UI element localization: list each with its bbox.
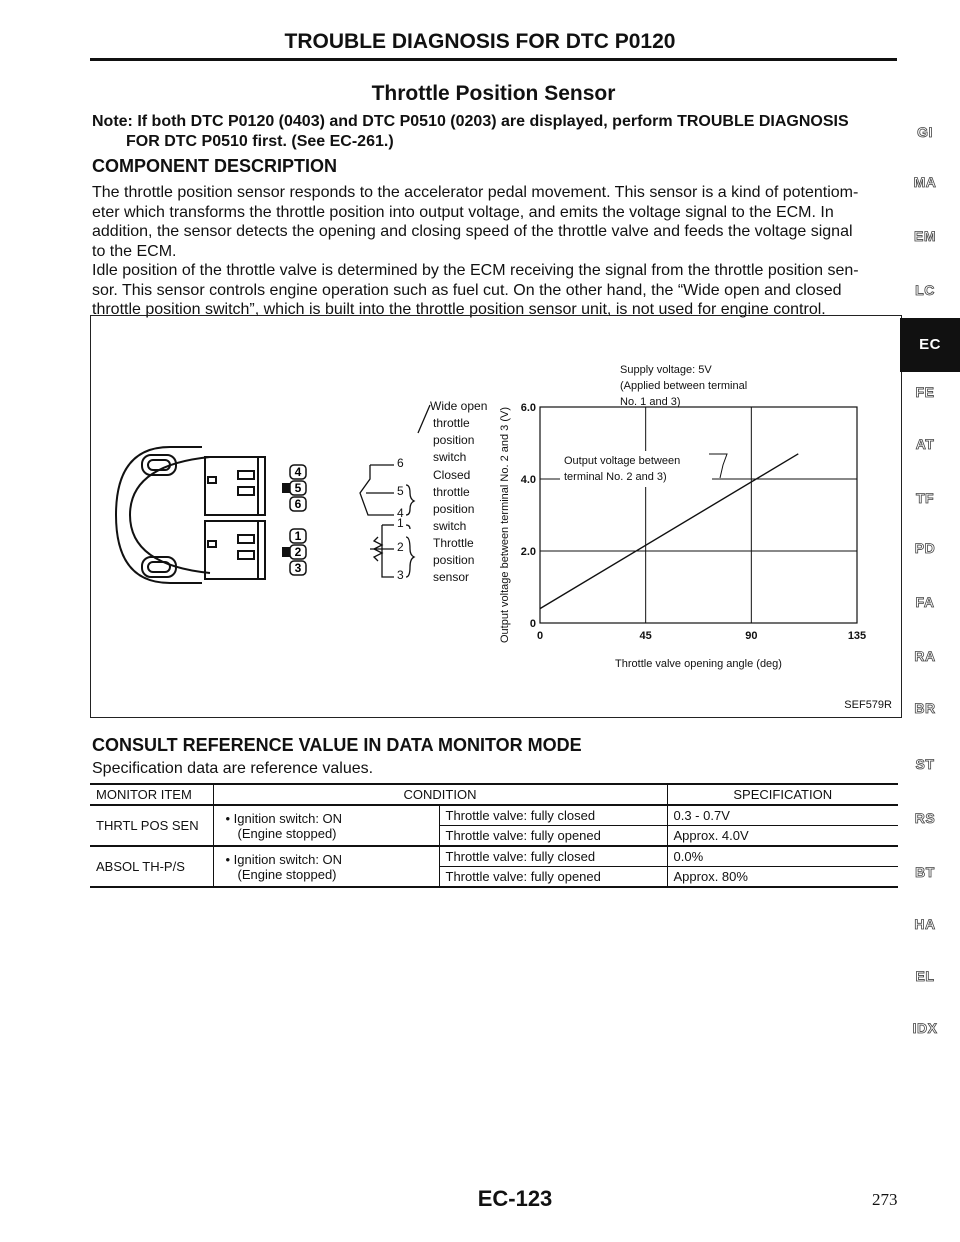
connector-pins — [282, 465, 306, 575]
closed-label: throttle — [433, 485, 470, 499]
condition-line: Ignition switch: ON — [233, 851, 343, 867]
side-tab-fa[interactable]: FA — [915, 594, 935, 610]
monitor-item: ABSOL TH-P/S — [90, 846, 213, 887]
specification: 0.3 - 0.7V — [667, 805, 898, 826]
sensor-label: sensor — [433, 570, 470, 584]
side-tab-idx[interactable]: IDX — [912, 1020, 938, 1036]
x-tick-label: 135 — [847, 630, 867, 642]
figure-svg — [90, 315, 902, 718]
condition-cell: • Ignition switch: ON (Engine stopped) — [213, 805, 439, 846]
consult-heading: CONSULT REFERENCE VALUE IN DATA MONITOR MODE — [92, 735, 582, 755]
note-line-1: Note: If both DTC P0120 (0403) and DTC P0510 (0203) are displayed, perform TROUBLE DIAGNOSIS — [92, 113, 849, 130]
component-description — [92, 183, 907, 320]
x-tick-label: 45 — [639, 630, 652, 642]
side-tab-fe[interactable]: FE — [915, 384, 935, 400]
closed-label: position — [433, 502, 475, 516]
column-header: MONITOR ITEM — [90, 784, 213, 805]
wide-open-label: Wide open — [430, 399, 488, 413]
side-tab-el[interactable]: EL — [915, 968, 935, 984]
series-note-line: terminal No. 2 and 3) — [564, 471, 667, 483]
pin-label: 1 — [294, 529, 302, 543]
side-tab-em[interactable]: EM — [914, 228, 936, 244]
desc-line: eter which transforms the throttle position into output voltage, and emits the voltage signal to the ECM. In — [92, 203, 834, 221]
side-tab-bt[interactable]: BT — [915, 864, 935, 880]
specification: Approx. 4.0V — [667, 826, 898, 847]
table-row — [90, 846, 898, 867]
circuit-pin-6: 6 — [397, 456, 404, 470]
condition-cell: • Ignition switch: ON (Engine stopped) — [213, 846, 439, 887]
condition-line: (Engine stopped) — [237, 866, 337, 882]
wide-open-label: position — [433, 433, 475, 447]
side-tab-ec-active[interactable]: EC — [900, 318, 960, 372]
circuit-pin-5: 5 — [397, 484, 404, 498]
y-tick-label: 6.0 — [520, 402, 536, 414]
y-tick-label: 0 — [529, 618, 536, 630]
consult-subheading: Specification data are reference values. — [92, 760, 374, 777]
series-note — [560, 451, 727, 487]
x-tick-label: 0 — [536, 630, 544, 642]
condition-line: Ignition switch: ON — [233, 810, 343, 826]
table-header-row — [90, 784, 898, 805]
circuit-pin-4: 4 — [397, 506, 404, 520]
circuit-pin-1: 1 — [397, 516, 404, 530]
pin-label: 2 — [294, 545, 302, 559]
wide-open-label: switch — [433, 450, 467, 464]
column-header: CONDITION — [213, 784, 667, 805]
page-header-title: TROUBLE DIAGNOSIS FOR DTC P0120 — [284, 30, 676, 53]
specification: 0.0% — [667, 846, 898, 867]
page-number: 273 — [872, 1190, 898, 1209]
pin-label: 5 — [294, 481, 302, 495]
sub-condition: Throttle valve: fully opened — [439, 826, 667, 847]
desc-line: Idle position of the throttle valve is determined by the ECM receiving the signal from the throttle position sen- — [92, 262, 859, 279]
plot-area — [540, 407, 857, 623]
desc-line: to the ECM. — [92, 242, 177, 260]
figure-code: SEF579R — [844, 699, 892, 711]
sensor-label: position — [433, 553, 475, 567]
note-block — [92, 112, 912, 152]
side-tab-pd[interactable]: PD — [914, 540, 936, 556]
monitor-item: THRTL POS SEN — [90, 805, 213, 846]
side-tab-gi[interactable]: GI — [917, 124, 933, 140]
pin-label: 4 — [294, 465, 302, 479]
pin-label: 6 — [294, 497, 302, 511]
series-note-line: Output voltage between — [564, 455, 681, 467]
sub-condition: Throttle valve: fully opened — [439, 867, 667, 888]
page-subtitle: Throttle Position Sensor — [371, 82, 616, 105]
supply-note-line: No. 1 and 3) — [620, 396, 681, 408]
desc-line: throttle position switch”, which is built into the throttle position sensor unit, is not used for engine control. — [92, 301, 826, 318]
sub-condition: Throttle valve: fully closed — [439, 805, 667, 826]
y-tick-label: 4.0 — [520, 474, 536, 486]
desc-line: addition, the sensor detects the opening and closing speed of the throttle valve and feeds the voltage signal — [92, 223, 853, 240]
sub-condition: Throttle valve: fully closed — [439, 846, 667, 867]
side-tab-ra[interactable]: RA — [914, 648, 936, 664]
desc-line: sor. This sensor controls engine operation such as fuel cut. On the other hand, the “Wide open and closed — [92, 281, 842, 299]
side-tab-at[interactable]: AT — [915, 436, 935, 452]
page-code: EC-123 — [477, 1186, 553, 1211]
side-tab-rs[interactable]: RS — [914, 810, 936, 826]
supply-note-line: (Applied between terminal — [620, 380, 748, 392]
side-tab-ha[interactable]: HA — [914, 916, 936, 932]
y-axis-label: Output voltage between terminal No. 2 and 3 (V) — [499, 406, 511, 644]
condition-line: (Engine stopped) — [237, 825, 337, 841]
consult-table — [90, 783, 898, 888]
supply-note — [620, 364, 747, 408]
component-heading: COMPONENT DESCRIPTION — [92, 156, 338, 176]
circuit-schematic — [360, 405, 430, 577]
side-tab-br[interactable]: BR — [914, 700, 936, 716]
sensor-label: Throttle — [433, 536, 474, 550]
column-header: SPECIFICATION — [733, 787, 833, 802]
desc-line: The throttle position sensor responds to the accelerator pedal movement. This sensor is a kind of potentiom- — [92, 184, 859, 201]
x-axis-label: Throttle valve opening angle (deg) — [615, 658, 782, 670]
table-row — [90, 805, 898, 826]
closed-label: Closed — [433, 468, 471, 482]
side-tab-st[interactable]: ST — [915, 756, 935, 772]
circuit-pin-3: 3 — [397, 568, 404, 582]
circuit-pin-2: 2 — [397, 540, 404, 554]
note-line-2: FOR DTC P0510 first. (See EC-261.) — [126, 133, 394, 150]
throttle-voltage-chart — [499, 402, 866, 670]
closed-label: switch — [433, 519, 467, 533]
sensor-body-drawing — [116, 447, 265, 583]
y-tick-label: 2.0 — [520, 546, 536, 558]
side-tab-lc[interactable]: LC — [915, 282, 935, 298]
header-rule — [90, 58, 897, 61]
side-tab-tf[interactable]: TF — [915, 490, 935, 506]
pin-label: 3 — [294, 561, 302, 575]
side-tab-ma[interactable]: MA — [913, 174, 937, 190]
wide-open-label: throttle — [433, 416, 470, 430]
x-tick-label: 90 — [745, 630, 758, 642]
supply-note-line: Supply voltage: 5V — [620, 364, 712, 376]
specification: Approx. 80% — [667, 867, 898, 888]
